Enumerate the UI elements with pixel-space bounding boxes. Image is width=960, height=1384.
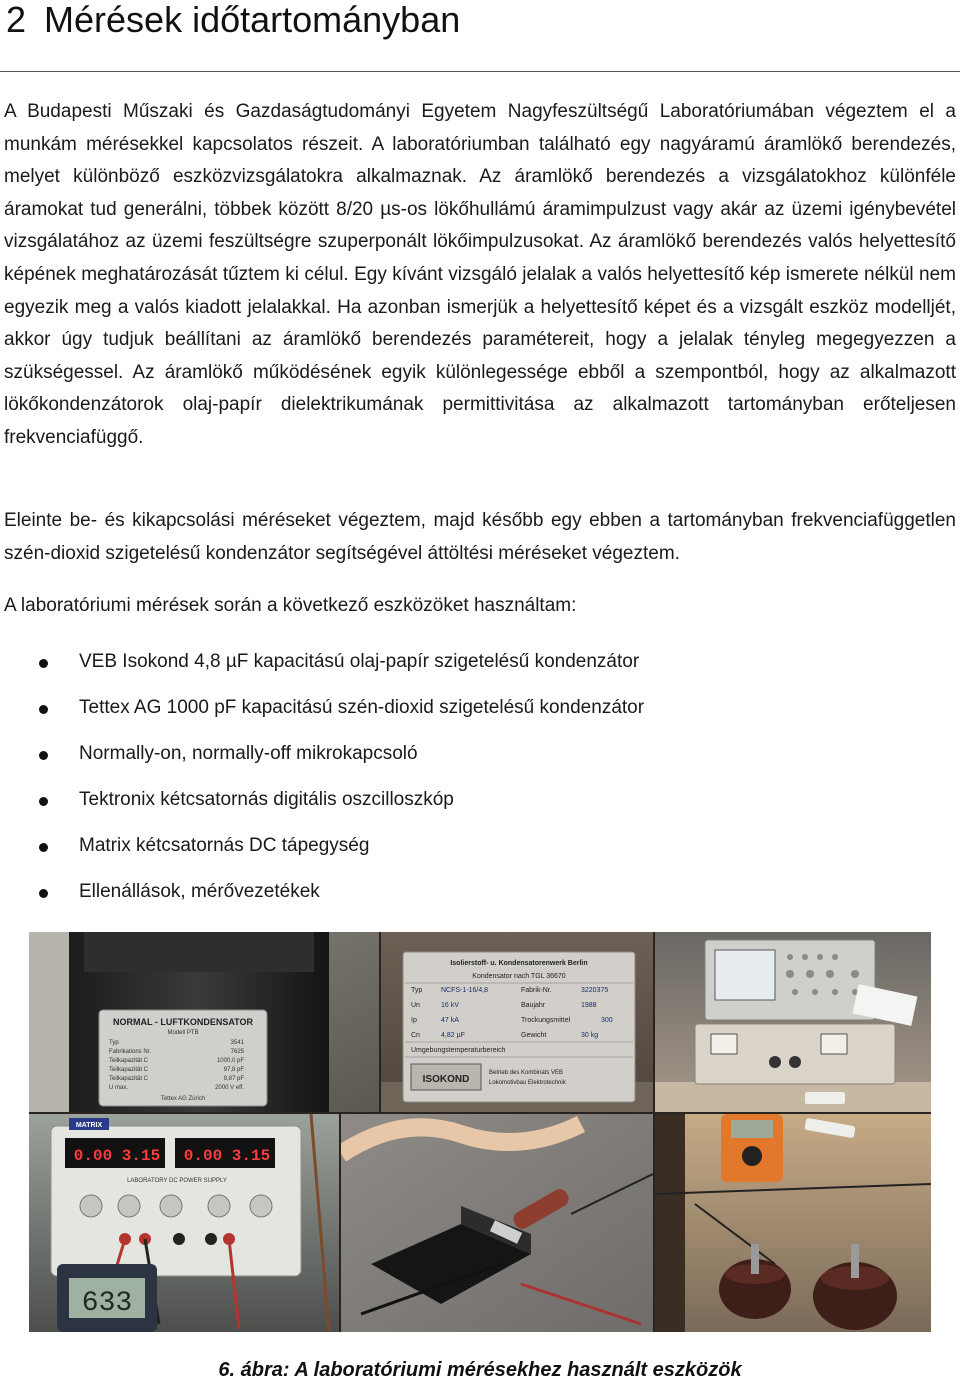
list-item xyxy=(0,830,960,862)
list-item-text: Ellenállások, mérővezetékek xyxy=(79,881,320,902)
bullet-icon xyxy=(39,751,48,760)
plate1-row-label: Typ xyxy=(109,1040,119,1046)
section-heading xyxy=(6,0,460,40)
section-number: 2 xyxy=(6,0,27,40)
bullet-icon xyxy=(39,889,48,898)
photo-tettex-capacitor xyxy=(29,932,379,1112)
psu-display3: 0.00 xyxy=(183,1147,223,1165)
plate2-row-value2: 1988 xyxy=(581,1002,597,1009)
bullet-icon xyxy=(39,659,48,668)
section-title: Mérések időtartományban xyxy=(44,0,461,40)
plate2-row-label2: Gewicht xyxy=(521,1032,547,1039)
plate2-row-value2: 30 kg xyxy=(581,1032,599,1039)
plate1-row-value: 7625 xyxy=(230,1049,244,1055)
plate2-row-value2: 3220375 xyxy=(581,987,609,994)
plate1-row-value: 3541 xyxy=(230,1040,244,1046)
tettex-capacitor-image xyxy=(29,932,379,1112)
bullet-icon xyxy=(39,797,48,806)
paragraph-equipment-intro: A laboratóriumi mérések során a következő eszközöket használtam: xyxy=(4,595,577,616)
plate1-title: NORMAL - LUFTKONDENSATOR xyxy=(113,1017,253,1027)
list-item xyxy=(0,876,960,908)
list-item xyxy=(0,692,960,724)
power-supply-image xyxy=(29,1114,339,1332)
plate1-row-label: Fabrikations Nr. xyxy=(109,1049,152,1055)
psu-display2: 3.15 xyxy=(121,1147,161,1165)
list-item-text: VEB Isokond 4,8 µF kapacitású olaj-papír szigetelésű kondenzátor xyxy=(79,651,640,672)
photo-microswitch xyxy=(341,1114,653,1332)
plate2-subheader: Kondensator nach TGL 36670 xyxy=(472,973,566,980)
equipment-photo-collage xyxy=(29,932,931,1332)
plate1-row-label: Teilkapazität C xyxy=(109,1067,149,1073)
plate1-row-label: U max. xyxy=(109,1085,129,1091)
plate2-row-label: Un xyxy=(411,1002,420,1009)
isokond-capacitor-image xyxy=(381,932,653,1112)
heading-rule xyxy=(0,71,960,72)
plate2-brand-text1: Betrieb des Kombinats VEB xyxy=(489,1070,564,1076)
multimeter-insulators-image xyxy=(655,1114,931,1332)
oscilloscope-screen xyxy=(715,950,775,1000)
list-item-text: Tettex AG 1000 pF kapacitású szén-dioxid szigetelésű kondenzátor xyxy=(79,697,645,718)
plate2-row-label: Cn xyxy=(411,1032,420,1039)
bullet-icon xyxy=(39,843,48,852)
plate1-row-label: Teilkapazität C xyxy=(109,1058,149,1064)
plate1-row-value: 97,8 pF xyxy=(223,1067,244,1073)
psu-label: LABORATORY DC POWER SUPPLY xyxy=(127,1178,227,1184)
list-item xyxy=(0,738,960,770)
microswitch-image xyxy=(341,1114,653,1332)
plate2-row-value2: 300 xyxy=(601,1017,613,1024)
bullet-icon xyxy=(39,705,48,714)
plate2-row-value: NCFS-1-16/4,8 xyxy=(441,987,489,994)
plate2-row-value: 47 kA xyxy=(441,1017,459,1024)
plate2-footer-label: Umgebungstemperaturbereich xyxy=(411,1047,506,1054)
list-item-text: Tektronix kétcsatornás digitális oszcilloszkóp xyxy=(79,789,454,810)
plate2-row-label2: Baujahr xyxy=(521,1002,546,1009)
list-item-text: Normally-on, normally-off mikrokapcsoló xyxy=(79,743,418,764)
psu-display4: 3.15 xyxy=(231,1147,271,1165)
plate2-row-label: Typ xyxy=(411,987,423,994)
photo-oscilloscope xyxy=(655,932,931,1112)
list-item-text: Matrix kétcsatornás DC tápegység xyxy=(79,835,370,856)
plate1-row-value: 9,87 pF xyxy=(223,1076,244,1082)
plate2-row-label2: Trockungsmittel xyxy=(521,1017,571,1024)
multimeter-reading: 633 xyxy=(81,1288,133,1319)
photo-isokond-capacitor xyxy=(381,932,653,1112)
plate2-brand-text2: Lokomotivbau Elektrotechnik xyxy=(489,1080,566,1086)
paragraph-measurements: Eleinte be- és kikapcsolási méréseket végeztem, majd később egy ebben a tartományban frekvenciafüggetlen szén-dioxid szigetelésű kondenzátor segítségével áttöltési méréseket végeztem. xyxy=(4,510,956,564)
plate1-maker: Tettex AG Zürich xyxy=(160,1096,206,1102)
paragraph-intro: A Budapesti Műszaki és Gazdaságtudományi Egyetem Nagyfeszültségű Laboratóriumában végeztem el a munkám mérésekkel kapcsolatos részeit. A laboratóriumban található egy nagyáramú áramlökő berendezés, melyet különböző eszközvizsgálatokra alkalmaznak. Az áramlökő berendezés a vizsgálatokhoz különféle áramokat tud generálni, többek között 8/20 µs-os lökőhullámú áramimpulzust vagy akár az üzemi igénybevétel vizsgálatához az üzemi feszültségre szuperponált lökőimpulzusokat. Az áramlökő berendezés valós helyettesítő képének meghatározását tűztem ki célul. Egy kívánt vizsgáló jelalak a valós helyettesítő kép ismerete nélkül nem egyezik meg a valós kiadott jelalakkal. Ha azonban ismerjük a helyettesítő képet és a vizsgált eszköz modelljét, akkor úgy tudjuk beállítani az áramlökő berendezés paramétereit, hogy a jelalak tényleg megegyezzen a szükségessel. Az áramlökő működésének egyik különlegessége ebből a szempontból, hogy az alkalmazott lökőkondenzátorok olaj-papír dielektrikumának permittivitása az alkalmazott tartományban erőteljesen frekvenciafüggő. xyxy=(4,101,956,448)
plate1-row-value: 2000 V eff. xyxy=(215,1085,244,1091)
plate2-header: Isolierstoff- u. Kondensatorenwerk Berlin xyxy=(450,960,588,967)
plate2-brand: ISOKOND xyxy=(422,1074,470,1085)
photo-power-supply xyxy=(29,1114,339,1332)
plate1-model: Modell PTB xyxy=(167,1030,199,1036)
list-item xyxy=(0,646,960,678)
plate2-row-label2: Fabrik-Nr. xyxy=(521,987,552,994)
plate2-row-label: Ip xyxy=(411,1017,417,1024)
list-item xyxy=(0,784,960,816)
psu-display1: 0.00 xyxy=(73,1147,113,1165)
plate2-row-value: 4,82 µF xyxy=(441,1032,465,1039)
plate1-row-value: 1000,0 pF xyxy=(216,1058,244,1064)
photo-multimeter-insulators xyxy=(655,1114,931,1332)
figure-caption: 6. ábra: A laboratóriumi mérésekhez használt eszközök xyxy=(218,1359,742,1381)
oscilloscope-image xyxy=(655,932,931,1112)
plate2-row-value: 16 kV xyxy=(441,1002,459,1009)
psu-brand: MATRIX xyxy=(75,1122,103,1129)
plate1-row-label: Teilkapazität C xyxy=(109,1076,149,1082)
